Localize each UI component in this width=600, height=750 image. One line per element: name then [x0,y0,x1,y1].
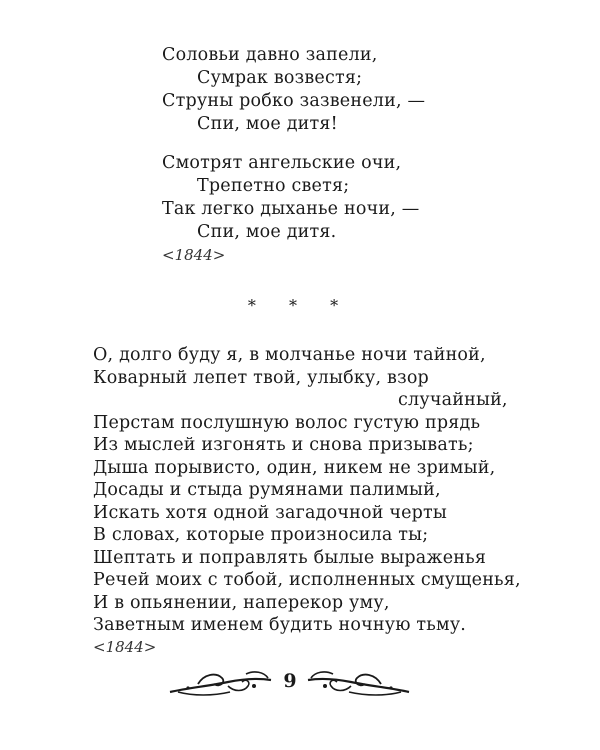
poem1-line-5: Смотрят ангельские очи, [162,153,402,173]
right-ornament-icon [306,662,411,702]
left-ornament-icon [168,662,273,702]
poem2-line-10: Речей моих с тобой, исполненных смущенья, [93,570,521,590]
section-separator: * * * [247,296,353,315]
poem2-line-5: Дыша порывисто, один, никем не зримый, [93,458,496,478]
poem2-line-7: Искать хотя одной загадочной черты [93,503,448,523]
poem1-line-1: Соловьи давно запели, [162,45,378,65]
poem2-line-9: Шептать и поправлять былые выраженья [93,548,487,568]
poem2-line-12: Заветным именем будить ночную тьму. [93,615,467,635]
poem1-line-7: Так легко дыханье ночи, — [162,199,420,219]
poem2-line-8: В словах, которые произносила ты; [93,525,429,545]
poem1-line-8: Спи, мое дитя. [197,222,337,242]
poem2-line-3: Перстам послушную волос густую прядь [93,413,481,433]
poem1-line-3: Струны робко зазвенели, — [162,91,426,111]
poem1-line-4: Спи, мое дитя! [197,114,338,134]
poem2-date: <1844> [93,638,157,656]
poem1-date: <1844> [162,246,226,264]
poem2-line-2-continuation: случайный, [398,390,508,410]
poem1-line-6: Трепетно светя; [197,176,350,196]
poem2-line-2: Коварный лепет твой, улыбку, взор [93,368,429,388]
page-number: 9 [283,670,297,692]
poem1-line-2: Сумрак возвестя; [197,68,363,88]
poem2-line-6: Досады и стыда румянами палимый, [93,480,441,500]
poem2-line-11: И в опьянении, наперекор уму, [93,593,390,613]
poem2-line-4: Из мыслей изгонять и снова призывать; [93,435,474,455]
poem2-line-1: О, долго буду я, в молчанье ночи тайной, [93,345,486,365]
page-footer [0,662,600,702]
